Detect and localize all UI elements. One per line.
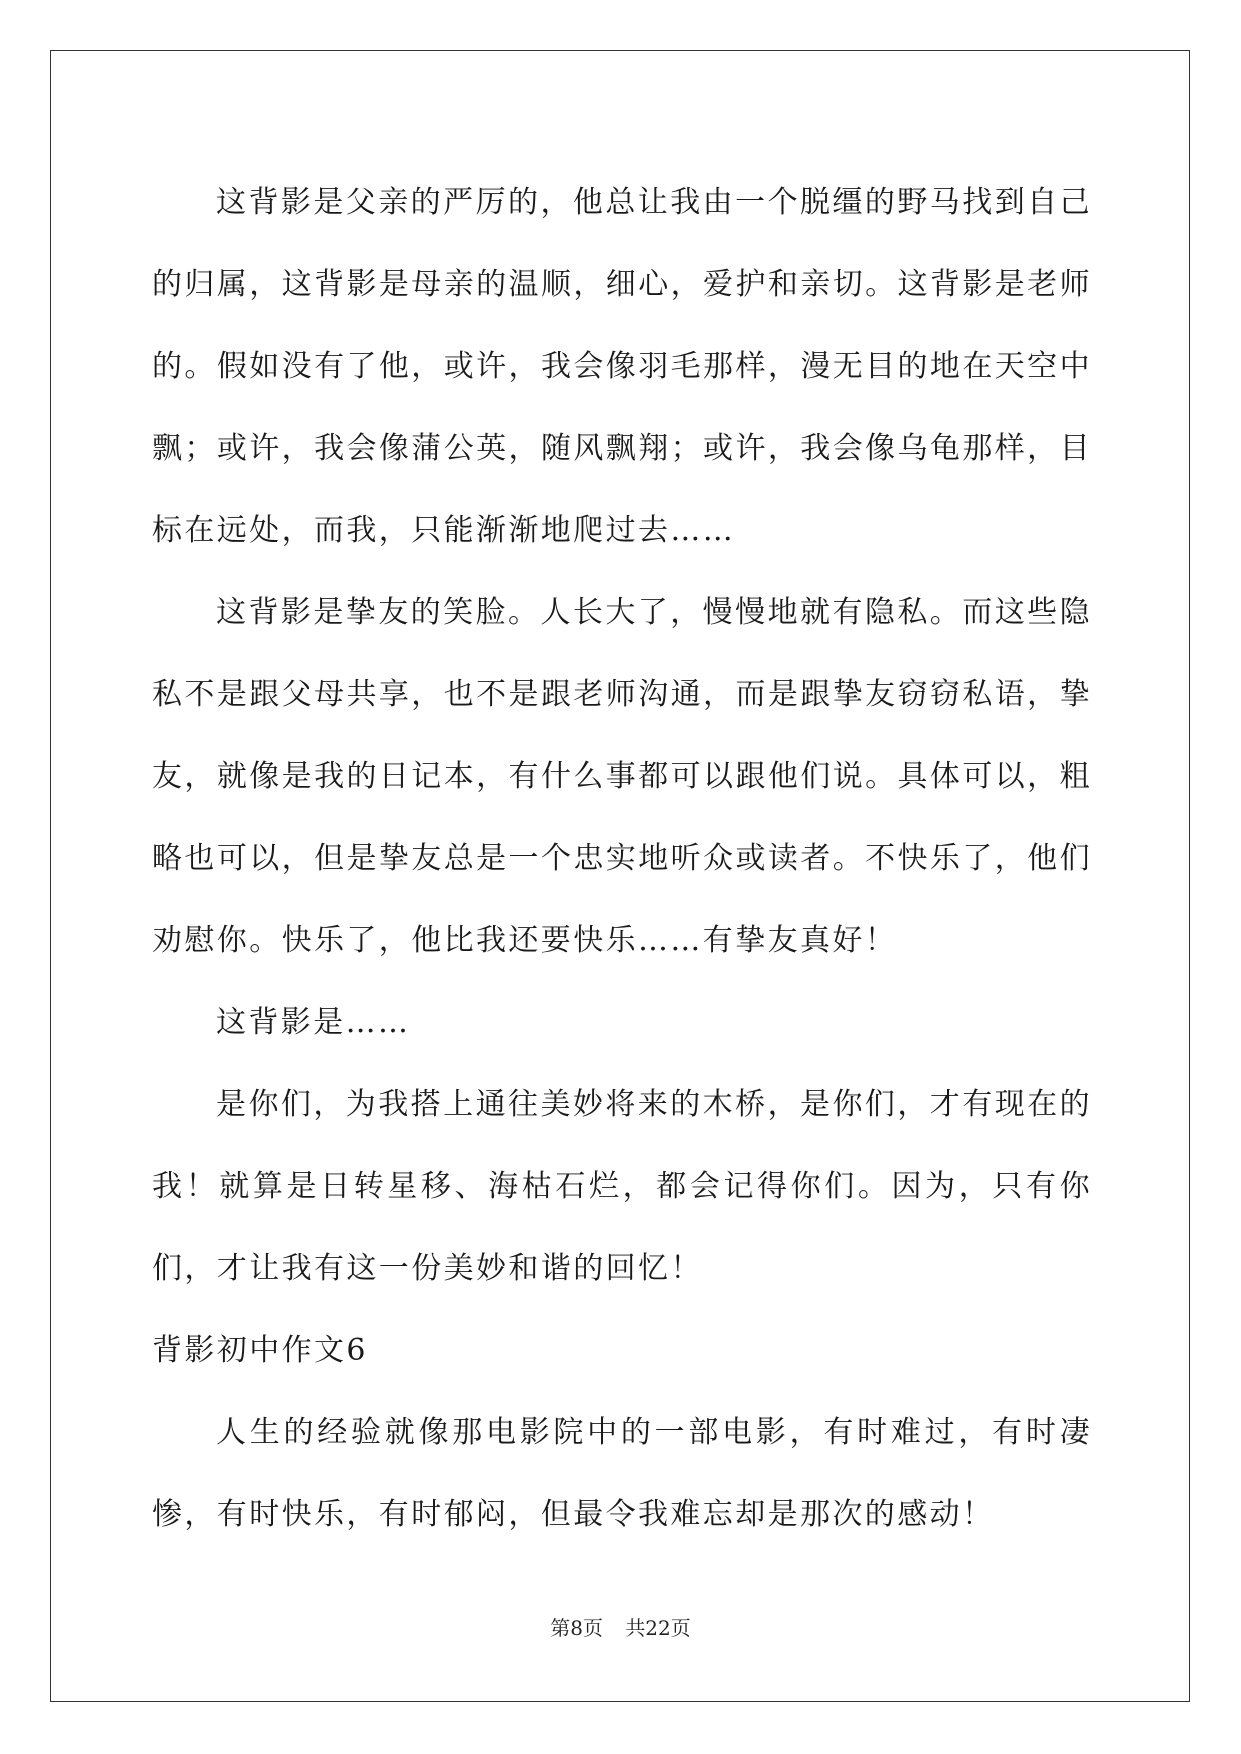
page-footer	[0, 1612, 1241, 1641]
paragraph: 这背影是挚友的笑脸。人长大了，慢慢地就有隐私。而这些隐私不是跟父母共享，也不是跟老师沟通，而是跟挚友窃窃私语，挚友，就像是我的日记本，有什么事都可以跟他们说。具体可以，粗略也可以，但是挚友总是一个忠实地听众或读者。不快乐了，他们劝慰你。快乐了，他比我还要快乐……有挚友真好！	[152, 595, 1092, 958]
section-heading: 背影初中作文6	[152, 1333, 368, 1368]
paragraph: 人生的经验就像那电影院中的一部电影，有时难过，有时凄惨，有时快乐，有时郁闷，但最令我难忘却是那次的感动！	[152, 1415, 1092, 1532]
paragraph: 这背影是……	[216, 1005, 411, 1040]
paragraph: 是你们，为我搭上通往美妙将来的木桥，是你们，才有现在的我！就算是日转星移、海枯石烂，都会记得你们。因为，只有你们，才让我有这一份美妙和谐的回忆！	[152, 1087, 1092, 1286]
paragraph: 这背影是父亲的严厉的，他总让我由一个脱缰的野马找到自己的归属，这背影是母亲的温顺，细心，爱护和亲切。这背影是老师的。假如没有了他，或许，我会像羽毛那样，漫无目的地在天空中飘；或许，我会像蒲公英，随风飘翔；或许，我会像乌龟那样，目标在远处，而我，只能渐渐地爬过去……	[152, 185, 1092, 548]
document-body	[152, 162, 1092, 1556]
page-number: 第8页	[550, 1616, 603, 1640]
page-total: 共22页	[625, 1616, 691, 1640]
